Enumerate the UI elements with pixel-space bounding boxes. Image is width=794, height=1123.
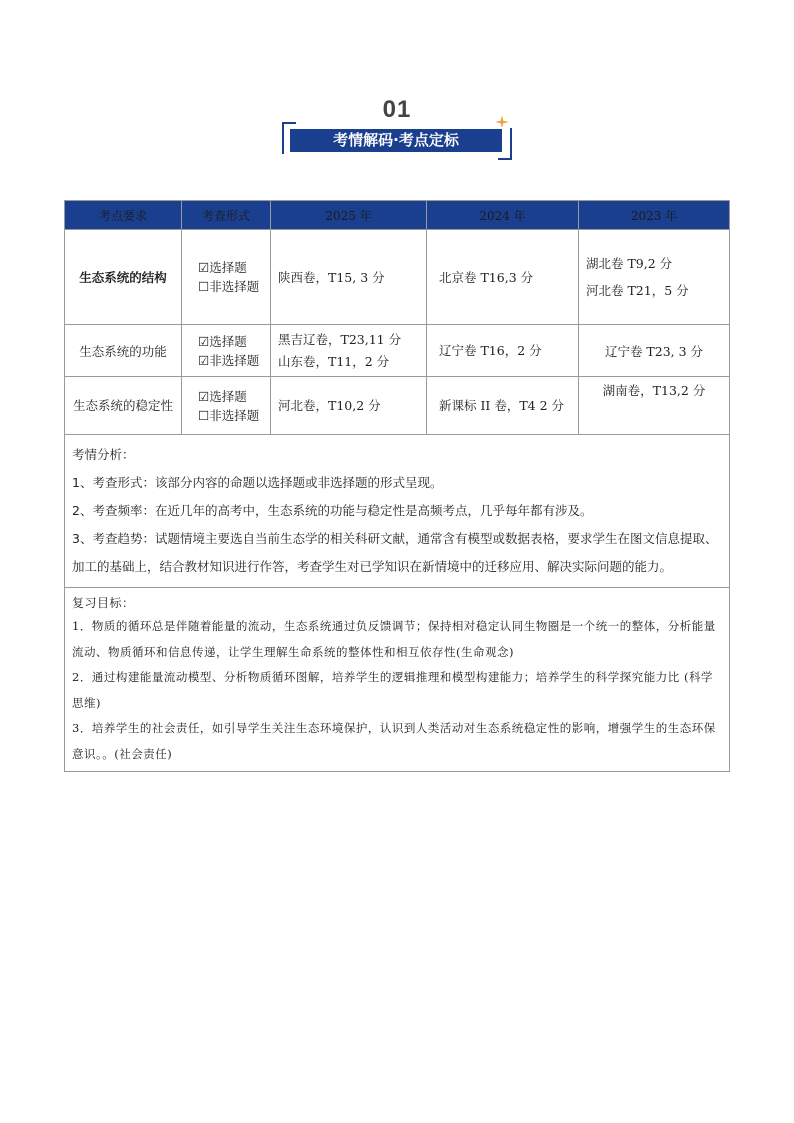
- exam-entry: 山东卷，T11，2 分: [278, 353, 390, 369]
- review-cell: [65, 588, 730, 772]
- exam-entry: 河北卷，T10,2 分: [278, 398, 381, 413]
- exam-entry: 湖北卷 T9,2 分: [586, 256, 673, 271]
- y2023-cell: [579, 377, 730, 435]
- header-2024: 2024 年: [427, 201, 579, 230]
- review-item: 3．培养学生的社会责任，如引导学生关注生态环境保护，认识到人类活动对生态系统稳定性的影响，增强学生的生态环保意识。。(社会责任): [72, 721, 716, 761]
- exam-entry: 辽宁卷 T16，2 分: [439, 343, 542, 358]
- topic-cell: [65, 325, 182, 377]
- review-row: [65, 588, 730, 772]
- header-2025: 2025 年: [271, 201, 427, 230]
- exam-entry: 北京卷 T16,3 分: [439, 269, 534, 285]
- table-header-row: [65, 201, 730, 230]
- y2024-cell: [427, 377, 579, 435]
- form-option: ☑选择题: [198, 260, 247, 275]
- form-cell: [182, 325, 271, 377]
- form-option: ☐非选择题: [198, 407, 260, 423]
- y2025-cell: [271, 230, 427, 325]
- analysis-title: 考情分析：: [72, 447, 135, 462]
- section-title: 考情解码·考点定标: [288, 127, 504, 154]
- exam-entry: 河北卷 T21，5 分: [586, 283, 689, 298]
- analysis-row: [65, 435, 730, 588]
- analysis-item: 3、考查趋势：试题情境主要选自当前生态学的相关科研文献，通常含有模型或数据表格，要求学生在图文信息提取、加工的基础上，结合教材知识进行作答，考查学生对已学知识在新情境中的迁移应用、解决实际问题的能力。: [72, 531, 718, 574]
- y2025-cell: [271, 377, 427, 435]
- topic-text: 生态系统的结构: [79, 270, 167, 285]
- exam-entry: 新课标 II 卷，T4 2 分: [439, 398, 565, 413]
- section-heading: [280, 96, 514, 166]
- y2024-cell: [427, 325, 579, 377]
- topic-cell: [65, 377, 182, 435]
- form-cell: [182, 230, 271, 325]
- y2024-cell: [427, 230, 579, 325]
- exam-entry: 湖南卷，T13,2 分: [602, 383, 706, 398]
- form-option: ☐非选择题: [198, 279, 260, 294]
- table-row: [65, 377, 730, 435]
- analysis-item: 1、考查形式：该部分内容的命题以选择题或非选择题的形式呈现。: [72, 475, 443, 490]
- review-item: 2．通过构建能量流动模型、分析物质循环图解，培养学生的逻辑推理和模型构建能力；培养学生的科学探究能力比 (科学思维): [72, 670, 713, 710]
- section-number: 01: [382, 96, 412, 123]
- analysis-item: 2、考查频率：在近几年的高考中，生态系统的功能与稳定性是高频考点，几乎每年都有涉及。: [72, 503, 593, 518]
- y2023-cell: [579, 230, 730, 325]
- form-option: ☑非选择题: [198, 352, 260, 368]
- table-row: [65, 325, 730, 377]
- exam-entry: 辽宁卷 T23, 3 分: [604, 343, 704, 359]
- review-item: 1．物质的循环总是伴随着能量的流动，生态系统通过负反馈调节；保持相对稳定认同生物圈是一个统一的整体，分析能量流动、物质循环和信息传递，让学生理解生命系统的整体性和相互依存性(生命观念): [72, 619, 716, 659]
- topic-cell: [65, 230, 182, 325]
- header-form: 考查形式: [182, 201, 271, 230]
- form-cell: [182, 377, 271, 435]
- exam-entry: 黑吉辽卷，T23,11 分: [278, 331, 402, 347]
- header-topic: 考点要求: [65, 201, 182, 230]
- topic-text: 生态系统的功能: [79, 343, 167, 359]
- y2023-cell: [579, 325, 730, 377]
- review-title: 复习目标：: [72, 596, 135, 610]
- y2025-cell: [271, 325, 427, 377]
- table-row: [65, 230, 730, 325]
- exam-entry: 陕西卷，T15, 3 分: [278, 269, 385, 285]
- form-option: ☑选择题: [198, 388, 247, 404]
- form-option: ☑选择题: [198, 333, 247, 349]
- header-2023: 2023 年: [579, 201, 730, 230]
- exam-analysis-table: [64, 200, 730, 772]
- topic-text: 生态系统的稳定性: [72, 397, 173, 413]
- analysis-cell: [65, 435, 730, 588]
